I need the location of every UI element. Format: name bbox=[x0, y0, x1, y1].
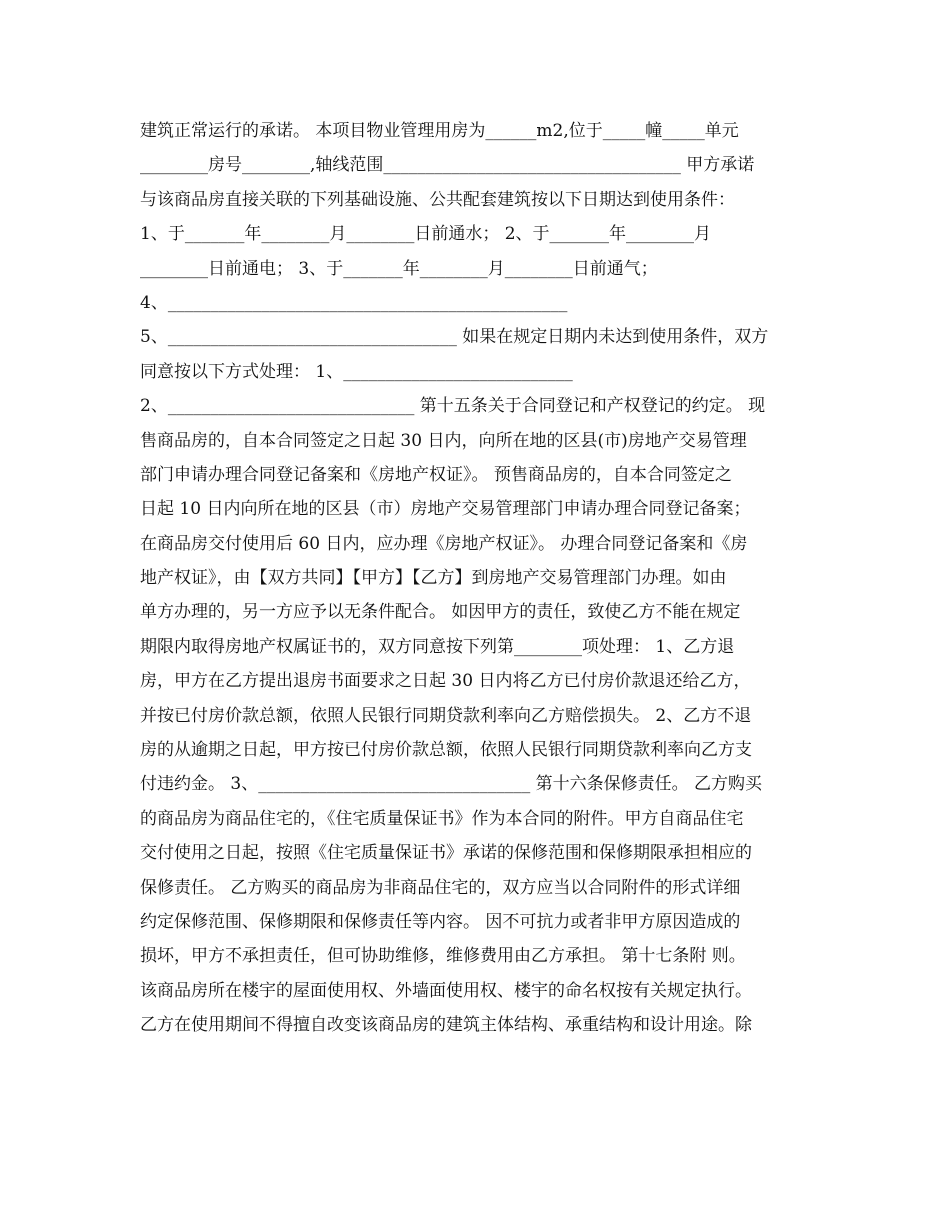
text-line: 付违约金。 3、________________________________ 第十六条保修责任。 乙方购买 bbox=[140, 774, 763, 795]
text-line: 交付使用之日起，按照《住宅质量保证书》承诺的保修范围和保修期限承担相应的 bbox=[140, 843, 752, 864]
text-line: 2、_____________________________ 第十五条关于合同登记和产权登记的约定。 现 bbox=[140, 396, 766, 417]
text-line: 1、于_______年________月________日前通水； 2、于_______年________月 bbox=[140, 224, 712, 245]
text-line: 单方办理的，另一方应予以无条件配合。 如因甲方的责任，致使乙方不能在规定 bbox=[140, 602, 741, 623]
text-line: 与该商品房直接关联的下列基础设施、公共配套建筑按以下日期达到使用条件： bbox=[140, 189, 735, 210]
text-line: 期限内取得房地产权属证书的，双方同意按下列第________项处理： 1、乙方退 bbox=[140, 636, 735, 657]
text-line: 4、_______________________________________________ bbox=[140, 292, 568, 313]
text-line: 的商品房为商品住宅的，《住宅质量保证书》作为本合同的附件。甲方自商品住宅 bbox=[140, 808, 744, 829]
text-line: 同意按以下方式处理： 1、___________________________ bbox=[140, 361, 573, 382]
text-line: 约定保修范围、保修期限和保修责任等内容。 因不可抗力或者非甲方原因造成的 bbox=[140, 911, 741, 932]
text-line: 售商品房的，自本合同签定之日起 30 日内，向所在地的区县(市)房地产交易管理 bbox=[140, 430, 747, 451]
text-line: 损坏，甲方不承担责任，但可协助维修，维修费用由乙方承担。 第十七条附 则。 bbox=[140, 946, 746, 967]
text-line: 保修责任。 乙方购买的商品房为非商品住宅的，双方应当以合同附件的形式详细 bbox=[140, 877, 741, 898]
text-line: 在商品房交付使用后 60 日内，应办理《房地产权证》。 办理合同登记备案和《房 bbox=[140, 533, 748, 554]
text-line: 建筑正常运行的承诺。 本项目物业管理用房为______m2,位于_____幢_____单元 bbox=[140, 121, 739, 141]
text-line: 房的从逾期之日起，甲方按已付房价款总额，依照人民银行同期贷款利率向乙方支 bbox=[140, 740, 752, 761]
text-line: 并按已付房价款总额，依照人民银行同期贷款利率向乙方赔偿损失。 2、乙方不退 bbox=[140, 705, 752, 726]
text-line: 该商品房所在楼宇的屋面使用权、外墙面使用权、楼宇的命名权按有关规定执行。 bbox=[140, 980, 752, 1001]
text-line: 日起 10 日内向所在地的区县（市）房地产交易管理部门申请办理合同登记备案； bbox=[140, 499, 751, 520]
text-line: 5、__________________________________ 如果在规定日期内未达到使用条件，双方 bbox=[140, 327, 769, 348]
text-line: 乙方在使用期间不得擅自改变该商品房的建筑主体结构、承重结构和设计用途。除 bbox=[140, 1015, 752, 1036]
text-line: ________房号________,轴线范围___________________________________ 甲方承诺 bbox=[140, 155, 755, 176]
text-line: ________日前通电； 3、于_______年________月________日前通气； bbox=[140, 258, 658, 279]
text-line: 部门申请办理合同登记备案和《房地产权证》。 预售商品房的，自本合同签定之 bbox=[140, 464, 732, 485]
contract-body-text bbox=[140, 114, 820, 1043]
text-line: 房，甲方在乙方提出退房书面要求之日起 30 日内将乙方已付房价款退还给乙方， bbox=[140, 671, 751, 692]
text-line: 地产权证》，由【双方共同】【甲方】【乙方】到房地产交易管理部门办理。如由 bbox=[140, 568, 727, 589]
